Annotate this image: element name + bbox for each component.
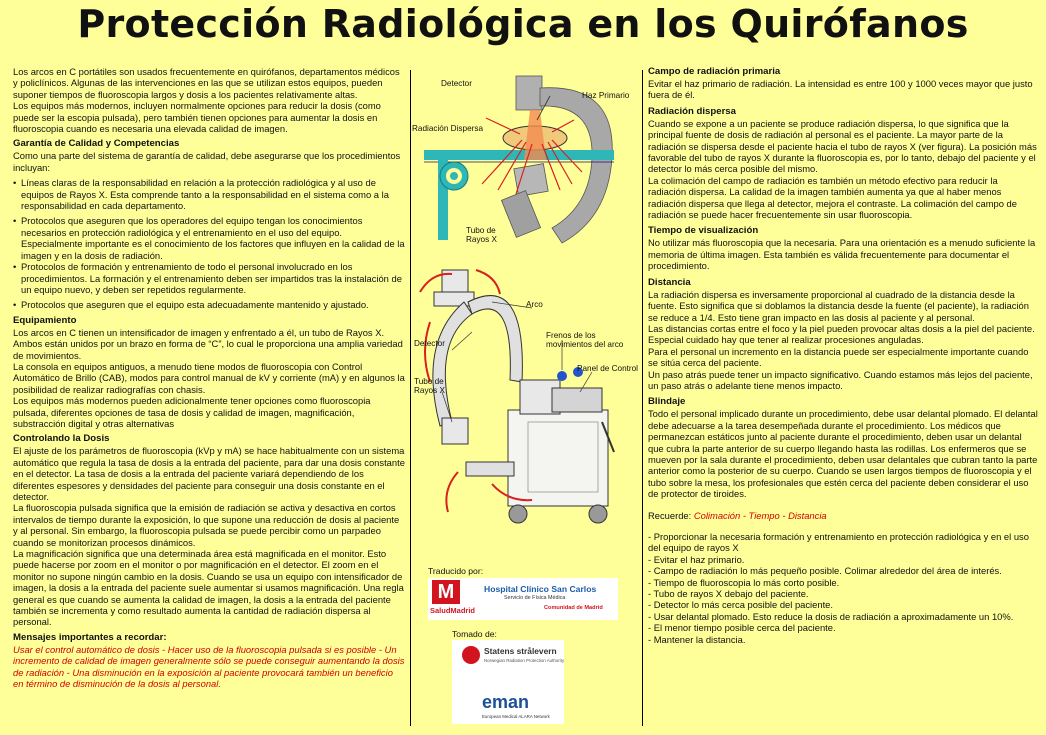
translator-logos — [428, 578, 618, 620]
fig1-label-dispersa: Radiación Dispersa — [412, 124, 483, 133]
fig1-label-detector: Detector — [441, 79, 472, 88]
equipamiento-paragraph-3: Los equipos más modernos pueden adicionalmente tener opciones como fluoroscopia pulsada, diferentes opciones de tasa de dosis y calidad de imagen, magnificación, substracción digital y otras alternativas — [13, 395, 371, 429]
list-item: • Protocolos de formación y entrenamiento de todo el personal involucrado en los procedimientos. La formación y el entrenamiento deben ser impartidos tras la instalación de un equipo nuevo, y deben ser repetidos regularmente. — [13, 261, 405, 295]
salud-madrid-logo: M — [432, 580, 460, 604]
campo-paragraph: Evitar el haz primario de radiación. La intensidad es entre 100 y 1000 veces mayor que justo fuera de él. — [648, 78, 1033, 101]
intro-paragraph-2: Los equipos más modernos, incluyen normalmente opciones para reducir la dosis (como puede ser la escopia pulsada), pero también tienen opciones para aumentar la dosis en fluoroscopia cuando es necesaria una elevada calidad de imagen. — [13, 100, 381, 135]
statens-logo-icon — [462, 646, 480, 664]
list-item: - Proporcionar la necesaria formación y entrenamiento en protección radiológica y en el uso del equipo de rayos X — [648, 531, 1029, 554]
dispersa-paragraph-1: Cuando se expone a un paciente se produce radiación dispersa, lo que significa que la principal fuente de dosis de radiación al personal es el paciente. La mayor parte de la radiación se dispersa desde el paciente hacia el tubo de rayos X (ver figura). La posición más favorable del tubo de rayos X durante la fluoroscopia es, por lo tanto, debajo del paciente y el detector lo más cerca posible del mismo. — [648, 117, 1037, 175]
list-item: • Líneas claras de la responsabilidad en relación a la protección radiológica y al uso de equipos de Rayos X. Esta comprende tanto a la responsabilidad en el sistema como a la responsabilidad en cada departamento. — [13, 177, 405, 211]
distancia-paragraph-3: Para el personal un incremento en la distancia puede ser especialmente importante cuando se sitúa cerca del paciente. — [648, 345, 1029, 369]
recuerde-list — [648, 531, 1038, 645]
distancia-paragraph-1: La radiación dispersa es inversamente proporcional al cuadrado de la distancia desde la fuente. Esto significa que si doblamos la distancia desde la fuente (el paciente), la radiación se reduce a 1/4. Esto tiene gran impacto en las dosis al paciente y al personal. — [648, 288, 1029, 323]
mensajes-text: Usar el control automático de dosis - Hacer uso de la fluoroscopia pulsada si es posible - Un incremento de calidad de imagen generalmente sólo se puede conseguir aumentando la dosis de radiación - Una disminución en la exposición al paciente provocará también un beneficio en término de disminución de la dosis al personal. — [13, 643, 405, 690]
tiempo-paragraph: No utilizar más fluoroscopia que la necesaria. Para una orientación es a menudo suficiente la memoria de última imagen. Esta también es válida frecuentemente para documentar el procedimiento. — [648, 237, 1036, 272]
garantia-list — [13, 177, 405, 310]
list-item: - Mantener la distancia. — [648, 633, 746, 645]
dosis-paragraph-3: La magnificación significa que una determinada área está magnificada en el monitor. Esto puede hacerse por zoom en el monitor o por magnificación en el detector. El zoom en el monitor no supone ningún cambio en la dosis. Cuando se usa un equipo con intensificador de imagen, la dosis a la entrada del paciente suele aumentar si usamos magnificación. Una regla general es que cuando se aumenta la calidad de imagen, la dosis a la entrada del paciente también se incrementa y como resultado aumenta la cantidad de radiación dispersa al personal. — [13, 548, 404, 628]
left-column — [13, 66, 405, 690]
list-item: • Protocolos que aseguren que los operadores del equipo tengan los conocimientos necesarios en protección radiológica y el entrenamiento en el uso del equipo. Especialmente importante es el conocimiento de los factores que influyen en la calidad de la imagen y en la dosis de radiación. — [13, 215, 405, 261]
section-title-mensajes: Mensajes importantes a recordar: — [13, 631, 167, 643]
eman-sub-label: European Medical ALARA Network — [482, 714, 550, 719]
list-item: - Evitar el haz primario. — [648, 553, 745, 565]
fig2-label-detector: Detector — [414, 339, 445, 348]
statens-sub-label: Norwegian Radiation Protection Authority — [484, 658, 565, 663]
list-item: • Protocolos que aseguren que el equipo esta adecuadamente mantenido y ajustado. — [13, 299, 405, 310]
eman-wordmark: eman — [482, 692, 530, 712]
list-item: - Tiempo de fluoroscopia lo más corto posible. — [648, 576, 840, 588]
list-item: - Tubo de rayos X debajo del paciente. — [648, 588, 809, 600]
distancia-paragraph-4: Un paso atrás puede tener un impacto significativo. Cuando estamos más lejos del paciente, un paso atrás o adelante tiene menos impacto. — [648, 368, 1033, 391]
blindaje-paragraph: Todo el personal implicado durante un procedimiento, debe usar delantal plomado. El delantal debe adecuarse a la tarea desempeñada durante el procedimiento. Los médicos que permanezcan estáticos junto al paciente durante el procedimiento, deben usar un delantal que cubra la parte anterior de su cuerpo llegando hasta las rodillas. Los enfermeros que se mueven por la sala durante el procedimiento, deben usar delantales que cubran tanto la parte anterior como la posterior de su cuerpo. Cuando se usen largos tiempos de fluoroscopia y el tubo sobre la mesa, los profesionales que estén cerca del paciente deben considerar el uso de protector de tiroides. — [648, 408, 1038, 500]
servicio-label: Servicio de Física Médica — [504, 595, 566, 601]
fig2-label-panel: Panel de Control — [577, 364, 638, 373]
page-title: Protección Radiológica en los Quirófanos — [77, 2, 969, 46]
section-title-dispersa: Radiación dispersa — [648, 105, 736, 117]
section-title-campo: Campo de radiación primaria — [648, 66, 781, 77]
list-item: - Detector lo más cerca posible del paciente. — [648, 599, 833, 611]
section-title-dosis: Controlando la Dosis — [13, 433, 110, 445]
intro-paragraph-1: Los arcos en C portátiles son usados frecuentemente en quirófanos, departamentos médicos y policlínicos. Algunas de las intervenciones en las que se utilizan estos equipos, pueden suponer tiempos de fluoroscopia largos y dosis a los pacientes relativamente altas. — [13, 66, 400, 100]
fig1-label-tubo: Tubo de Rayos X — [466, 226, 497, 245]
detector-shape — [516, 76, 542, 110]
hospital-name: Hospital Clínico San Carlos — [484, 584, 597, 594]
distancia-paragraph-2: Las distancias cortas entre el foco y la piel pueden provocar altas dosis a la piel del paciente. Especial cuidado hay que tener al realizar procesiones anguladas. — [648, 322, 1035, 346]
primary-beam-shape — [524, 110, 546, 160]
dispersa-paragraph-2: La colimación del campo de radiación es también un método efectivo para reducir la radiación dispersa. La calidad de la imagen también aumenta ya que al haber menos radiación dispersa que llega al detector, mejora el contraste. La colimación del campo de radiación se puede hacer frecuentemente sin usar fluoroscopia. — [648, 174, 1017, 221]
section-title-distancia: Distancia — [648, 276, 691, 288]
dosis-paragraph-2: La fluoroscopia pulsada significa que la emisión de radiación se activa y desactiva en cortos intervalos de tiempo durante la exposición, lo que supone una reducción de dosis al paciente y al personal. Sin embargo, la fluoroscopia pulsada se puede percibir como un parpadeo cuando se monitorizan procesos dinámicos. — [13, 502, 400, 548]
fig2-label-tubo: Tubo de Rayos X — [414, 377, 445, 396]
recuerde-line — [648, 510, 1038, 521]
section-title-tiempo: Tiempo de visualización — [648, 225, 759, 237]
list-item: - Usar delantal plomado. Esto reduce la dosis de radiación a aproximadamente un 10%. — [648, 610, 1014, 622]
recuerde-label: Recuerde: — [648, 509, 694, 521]
fig1-label-haz: Haz Primario — [582, 91, 630, 100]
dosis-paragraph-1: El ajuste de los parámetros de fluoroscopia (kVp y mA) se hace habitualmente con un sistema automático que regula la tasa de dosis a la entrada del paciente, para dar una dosis constante en el detector. La tasa de dosis a la entrada del paciente variará dependiendo de los diferentes espesores y densidades del paciente para conseguir una dosis constante en el detector. — [13, 445, 405, 502]
fig2-label-arco: Arco — [526, 300, 543, 309]
comunidad-label: Comunidad de Madrid — [544, 605, 603, 611]
traducido-label: Traducido por: — [428, 566, 484, 576]
xray-tube-shape — [514, 164, 548, 197]
salud-madrid-label: SaludMadrid — [430, 606, 476, 615]
column-divider-left — [410, 70, 411, 726]
statens-label: Statens strålevern — [484, 646, 557, 656]
source-logos — [452, 640, 564, 724]
equipamiento-paragraph-2: La consola en equipos antiguos, a menudo tiene modos de fluoroscopia con Control Automático de Brillo (CAB), modos para control manual de kV y corriente (mA) y en algunos la posibilidad de realizar radiografías con chasis. — [13, 360, 405, 395]
section-title-equipamiento: Equipamiento — [13, 314, 77, 326]
list-item: - Campo de radiación lo más pequeño posible. Colimar alrededor del área de interés. — [648, 565, 1002, 577]
section-title-garantia: Garantía de Calidad y Competencias — [13, 138, 180, 150]
recuerde-keywords: Colimación - Tiempo - Distancia — [693, 509, 827, 521]
section-title-blindaje: Blindaje — [648, 396, 686, 408]
garantia-intro: Como una parte del sistema de garantía de calidad, debe asegurarse que los procedimientos incluyan: — [13, 150, 401, 173]
list-item: - El menor tiempo posible cerca del paciente. — [648, 622, 836, 634]
right-column — [648, 66, 1038, 645]
column-divider-right — [642, 70, 643, 726]
equipamiento-paragraph-1: Los arcos en C tienen un intensificador de imagen y enfrentado a él, un tubo de Rayos X. Ambos están unidos por un brazo en forma de “C”, lo cual le proporciona una amplia variedad de movimientos. — [13, 326, 403, 361]
fig2-label-frenos: Frenos de los movimientos del arco — [546, 331, 624, 350]
tomado-label: Tomado de: — [452, 629, 497, 639]
